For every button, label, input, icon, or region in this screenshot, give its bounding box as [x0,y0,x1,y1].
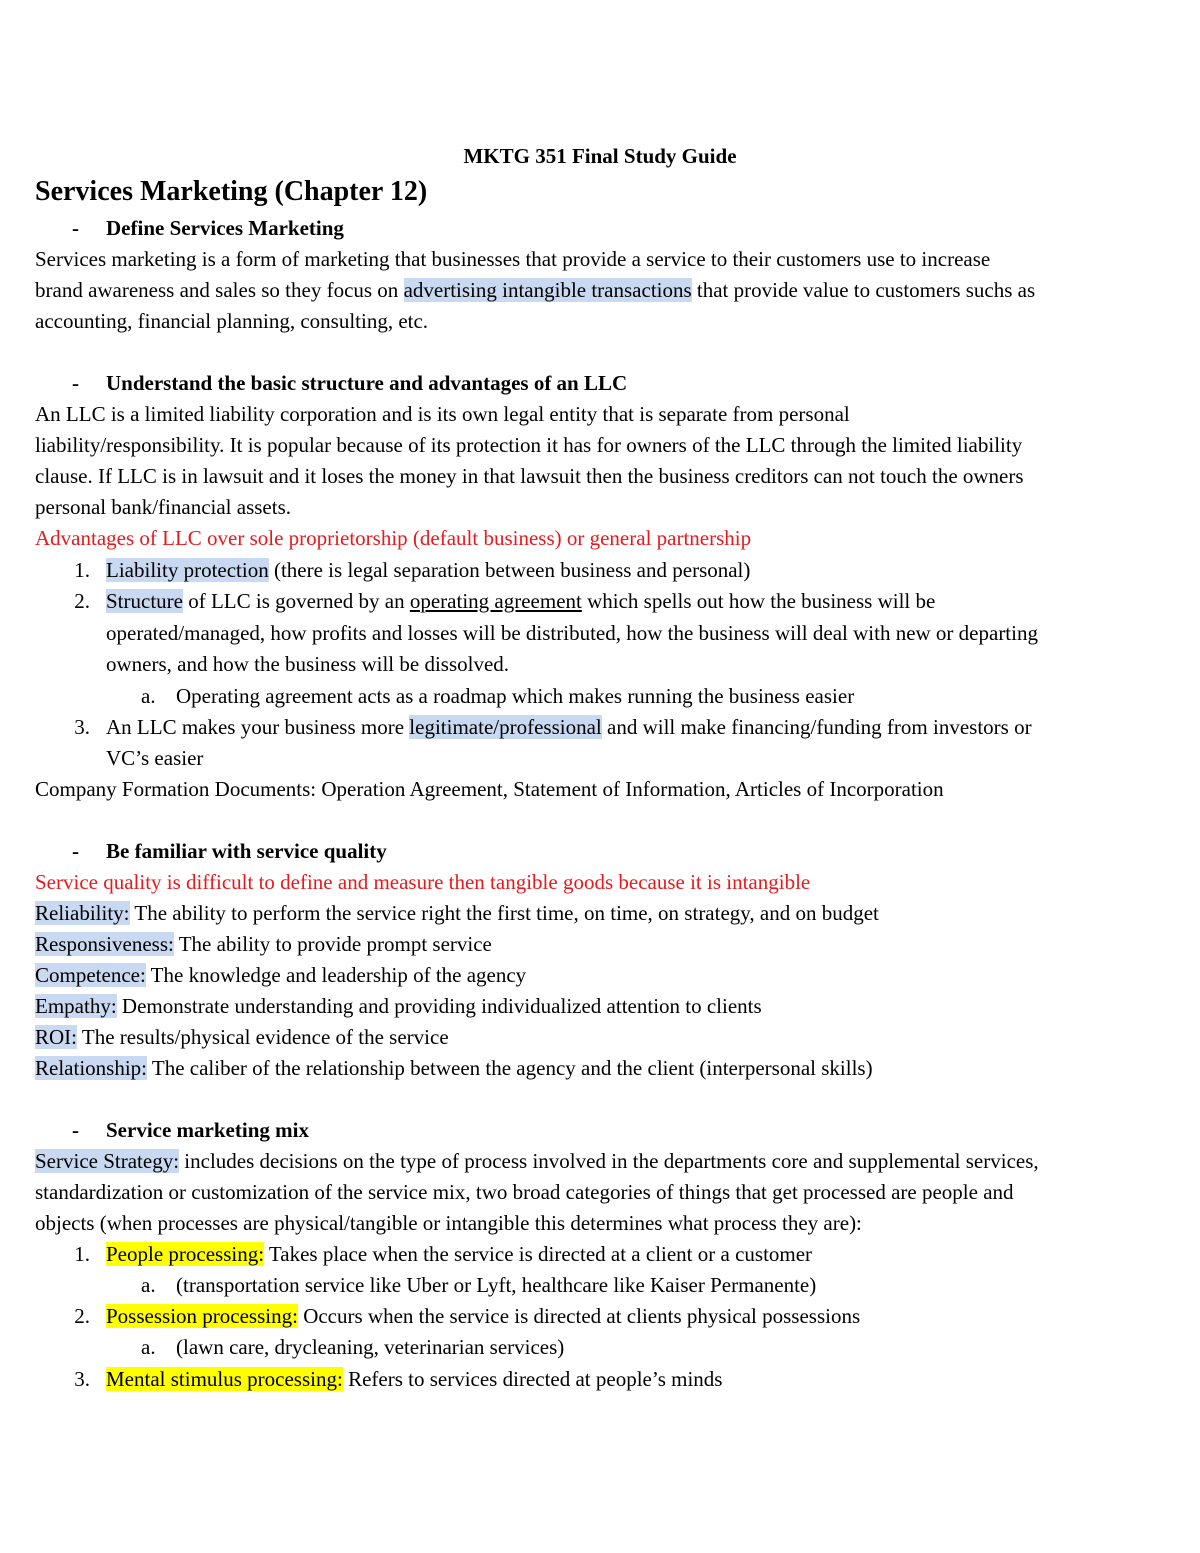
bullet-dash: - [72,839,79,863]
text-span: includes decisions on the type of process involved in the departments core and supplemental services, [179,1149,1039,1173]
paragraph-line [35,1148,1039,1174]
list-item [106,1366,722,1392]
highlighted-term: Responsiveness: [35,932,174,956]
highlighted-term: People processing: [106,1242,265,1266]
paragraph-line: objects (when processes are physical/tangible or intangible this determines what process they are): [35,1211,862,1235]
quality-item [35,900,879,926]
text-span: An LLC makes your business more [106,715,410,739]
text-span: that provide value to customers suchs as [691,278,1036,302]
highlighted-term: Service Strategy: [35,1149,180,1173]
text-span: and will make financing/funding from investors or [601,715,1032,739]
text-span: The ability to perform the service right the first time, on time, on strategy, and on budget [129,901,879,925]
quality-item [35,993,762,1019]
paragraph-line: An LLC is a limited liability corporation and is its own legal entity that is separate from personal [35,402,850,426]
text-span: brand awareness and sales so they focus on [35,278,404,302]
paragraph-line: clause. If LLC is in lawsuit and it loses the money in that lawsuit then the business creditors can not touch the owners [35,464,1024,488]
quality-item [35,1024,449,1050]
highlighted-term: Possession processing: [106,1304,298,1328]
paragraph-line [35,277,1035,303]
quality-item [35,931,492,957]
text-span: The knowledge and leadership of the agency [145,963,527,987]
text-span: The caliber of the relationship between the agency and the client (interpersonal skills) [147,1056,873,1080]
red-subheading: Advantages of LLC over sole proprietorship (default business) or general partnership [35,526,752,550]
sublist-letter: a. [141,1273,156,1297]
section-heading: Services Marketing (Chapter 12) [35,176,428,207]
sublist-letter: a. [141,684,156,708]
bullet-dash: - [72,216,79,240]
list-number: 3. [74,715,90,739]
highlighted-term: Relationship: [35,1056,147,1080]
text-span: Demonstrate understanding and providing individualized attention to clients [116,994,762,1018]
list-number: 1. [74,1242,90,1266]
highlighted-term: Competence: [35,963,146,987]
quality-item [35,1055,873,1081]
list-item [106,1241,812,1267]
heading-llc: Understand the basic structure and advantages of an LLC [106,371,628,395]
document-title: MKTG 351 Final Study Guide [463,144,737,168]
text-span: The ability to provide prompt service [173,932,492,956]
red-subheading: Service quality is difficult to define and measure then tangible goods because it is intangible [35,870,811,894]
paragraph-line: standardization or customization of the service mix, two broad categories of things that get processed are people and [35,1180,1014,1204]
sublist-letter: a. [141,1335,156,1359]
list-number: 2. [74,589,90,613]
list-number: 1. [74,558,90,582]
highlighted-text: Liability protection [106,558,269,582]
heading-service-marketing-mix: Service marketing mix [106,1118,309,1142]
highlighted-term: Mental stimulus processing: [106,1367,343,1391]
list-number: 3. [74,1367,90,1391]
text-span: of LLC is governed by an [182,589,410,613]
highlighted-term: Empathy: [35,994,117,1018]
highlighted-text: Structure [106,589,183,613]
text-span: Refers to services directed at people’s minds [342,1367,723,1391]
bullet-dash: - [72,1118,79,1142]
paragraph-line: Services marketing is a form of marketing that businesses that provide a service to their customers use to increase [35,247,991,271]
text-span: Occurs when the service is directed at clients physical possessions [297,1304,861,1328]
list-item [106,588,935,614]
quality-item [35,962,526,988]
list-item [106,1303,860,1329]
highlighted-term: ROI: [35,1025,77,1049]
highlighted-text: advertising intangible transactions [403,278,692,302]
text-span: The results/physical evidence of the service [77,1025,449,1049]
list-number: 2. [74,1304,90,1328]
underlined-text: operating agreement [409,589,582,613]
highlighted-term: Reliability: [35,901,130,925]
bullet-dash: - [72,371,79,395]
heading-service-quality: Be familiar with service quality [106,839,387,863]
sublist-item: Operating agreement acts as a roadmap which makes running the business easier [176,684,855,708]
list-item [106,557,750,583]
sublist-item: (transportation service like Uber or Lyft, healthcare like Kaiser Permanente) [176,1273,817,1297]
sublist-item: (lawn care, drycleaning, veterinarian services) [176,1335,565,1359]
paragraph-line: liability/responsibility. It is popular because of its protection it has for owners of the LLC through the limited liability [35,433,1023,457]
paragraph-line: accounting, financial planning, consulting, etc. [35,309,429,333]
paragraph-line: personal bank/financial assets. [35,495,291,519]
text-span: Takes place when the service is directed at a client or a customer [264,1242,813,1266]
highlighted-text: legitimate/professional [409,715,602,739]
heading-define-services-marketing: Define Services Marketing [106,216,344,240]
list-item [106,714,1032,740]
list-item-continuation: owners, and how the business will be dissolved. [106,652,510,676]
paragraph-line: Company Formation Documents: Operation Agreement, Statement of Information, Articles of Incorporation [35,777,944,801]
text-span: (there is legal separation between business and personal) [268,558,751,582]
text-span: which spells out how the business will be [581,589,936,613]
list-item-continuation: operated/managed, how profits and losses will be distributed, how the business will deal with new or departing [106,621,1038,645]
list-item-continuation: VC’s easier [106,746,204,770]
